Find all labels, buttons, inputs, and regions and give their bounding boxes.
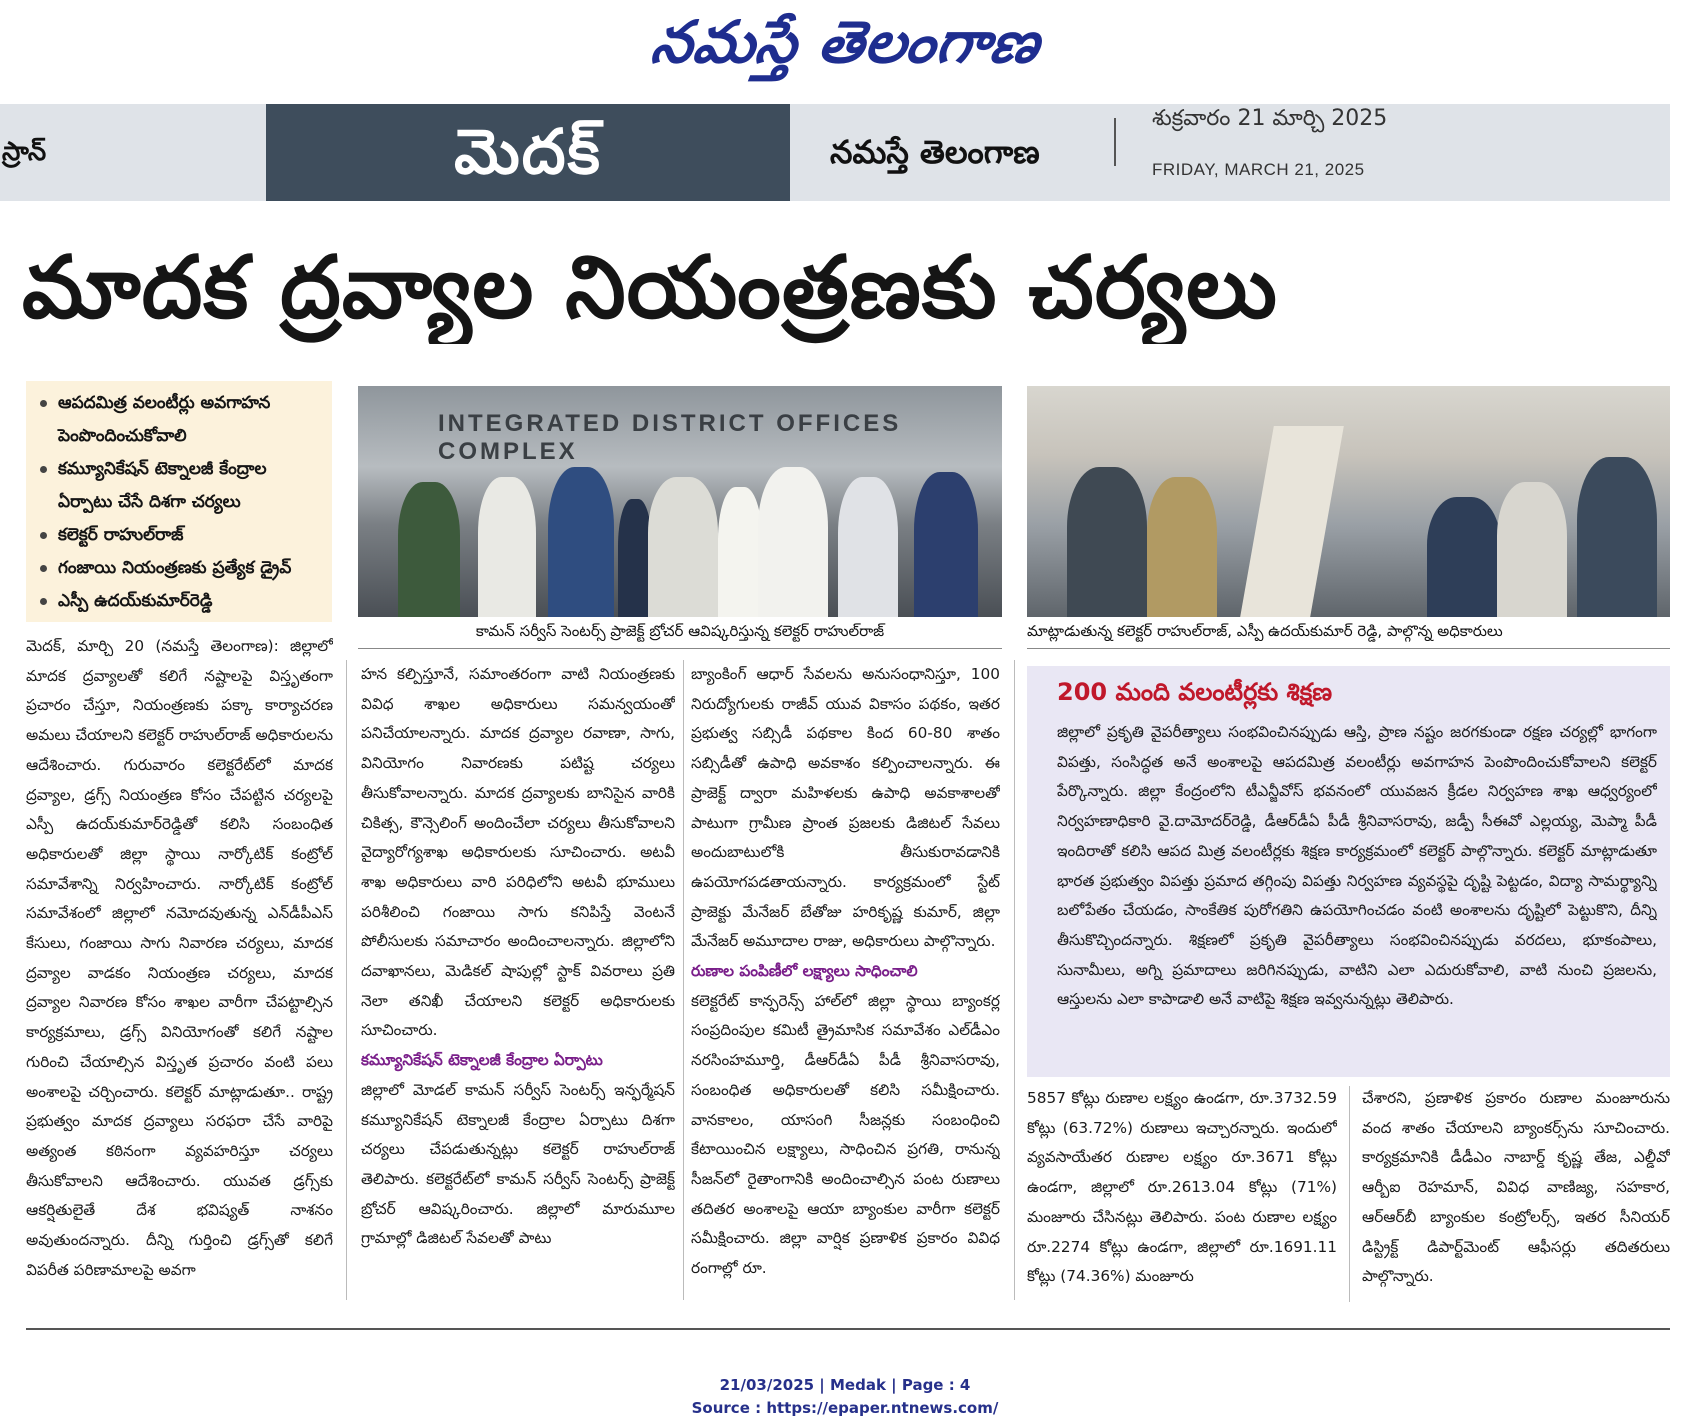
highlight-item: కలెక్టర్ రాహుల్‌రాజ్ bbox=[36, 519, 324, 552]
article-column-5: చేశారని, ప్రణాళిక ప్రకారం రుణాల మంజూరును వంద శాతం చేయాలని బ్యాంకర్స్‌ను సూచించారు. కార్యక్రమానికి డీడీఎం నాబార్డ్ కృష్ణ తేజ, ఎల్డీవో ఆర్బీఐ రెహమాన్, వివిధ వాణిజ్య, సహకార, ఆర్ఆర్‌బీ బ్యాంకుల కంట్రోలర్స్, ఇతర సీనియర్ డిస్ట్రిక్ట్ డిపార్ట్‌మెంట్ ఆఫీసర్లు తదితరులు పాల్గొన్నారు. bbox=[1362, 1089, 1670, 1286]
brochure-launch-photo bbox=[358, 386, 1002, 617]
photo-person bbox=[548, 467, 614, 617]
highlight-item: ఆపదమిత్ర వలంటీర్లు అవగాహన పెంపొందించుకోవాలి bbox=[36, 387, 324, 453]
footer-page-info: 21/03/2025 | Medak | Page : 4 bbox=[719, 1376, 971, 1394]
footer-source: Source : https://epaper.ntnews.com/ bbox=[691, 1399, 999, 1417]
sidebox-body: జిల్లాలో ప్రకృతి వైపరీత్యాలు సంభవించినప్పుడు ఆస్తి, ప్రాణ నష్టం జరగకుండా రక్షణ చర్యల్లో భాగంగా విపత్తు, సంసిద్ధత అనే అంశాలపై ఆపదమిత్ర వలంటీర్లు అవగాహన పెంపొందించుకోవాలని కలెక్టర్ పేర్కొన్నారు. జిల్లా కేంద్రంలోని టీఎన్జీవోస్ భవనంలో యువజన క్రీడల నిర్వహణ శాఖ ఆధ్వర్యంలో నిర్వహణాధికారి వై.దామోదర్‌రెడ్డి, డీఆర్‌డీఏ పీడీ శ్రీనివాసరావు, జడ్పీ సీఈవో ఎల్లయ్య, మెప్మా పీడీ ఇందిరాతో కలిసి ఆపద మిత్ర వలంటీర్లకు శిక్షణ కార్యక్రమంలో కలెక్టర్ పాల్గొన్నారు. కలెక్టర్ మాట్లాడుతూ భారత ప్రభుత్వం విపత్తు ప్రమాద తగ్గింపు విపత్తు నిర్వహణ వ్యవస్థపై దృష్టి పెట్టడం, విద్యా సామర్థ్యాన్ని బలోపేతం చేయడం, సాంకేతిక పురోగతిని ఉపయోగించడం వంటి అంశాలను దృష్టిలో పెట్టుకొని, దీన్ని తీసుకొచ్చిందన్నారు. శిక్షణలో ప్రకృతి వైపరీత్యాలు సంభవించినప్పుడు వరదలు, భూకంపాలు, సునామీలు, అగ్ని ప్రమాదాలు జరిగినప్పుడు, వాటిని ఎలా ఎదురుకోవాలి, వాటి నుంచి ప్రజలను, ఆస్తులను ఎలా కాపాడాలి అనే వాటిపై శిక్షణ ఇవ్వనున్నట్లు తెలిపారు. bbox=[1057, 723, 1657, 1009]
article-paragraph: హన కల్పిస్తూనే, సమాంతరంగా వాటి నియంత్రణకు వివిధ శాఖల అధికారులు సమన్వయంతో పనిచేయాలన్నారు. మాదక ద్రవ్యాల రవాణా, సాగు, వినియోగం నివారణకు పటిష్ట చర్యలు తీసుకోవాలన్నారు. మాదక ద్రవ్యాలకు బానిసైన వారికి చికిత్స, కౌన్సెలింగ్ అందించేలా చర్యలు తీసుకోవాలని వైద్యారోగ్యశాఖ అధికారులకు సూచించారు. అటవీ శాఖ అధికారులు వారి పరిధిలోని అటవీ భూములు పరిశీలించి గంజాయి సాగు కనిపిస్తే వెంటనే పోలీసులకు సమాచారం అందించాలన్నారు. జిల్లాలోని దవాఖానలు, మెడికల్ షాపుల్లో స్టాక్ వివరాలు ప్రతి నెలా తనిఖీ చేయాలని కలెక్టర్ అధికారులకు సూచించారు. bbox=[361, 665, 675, 1040]
photo-person bbox=[1427, 497, 1501, 617]
photo-person bbox=[1577, 457, 1657, 617]
caption-rule bbox=[1027, 648, 1670, 649]
section-name: మెదక్ bbox=[266, 104, 790, 201]
photo-conference-table bbox=[1240, 426, 1344, 617]
article-column-3 bbox=[691, 660, 1000, 1302]
article-paragraph: జిల్లాలో మోడల్ కామన్ సర్వీస్ సెంటర్స్ ఇన్ఫర్మేషన్ కమ్యూనికేషన్ టెక్నాలజీ కేంద్రాల ఏర్పాటు దిశగా చర్యలు చేపడుతున్నట్లు కలెక్టర్ రాహుల్‌రాజ్ తెలిపారు. కలెక్టరేట్‌లో కామన్ సర్వీస్ సెంటర్స్ ప్రాజెక్ట్ బ్రోచర్ ఆవిష్కరించారు. జిల్లాలో మారుమూల గ్రామాల్లో డిజిటల్ సేవలతో పాటు bbox=[361, 1080, 675, 1248]
highlights-box bbox=[26, 381, 332, 622]
date-telugu: శుక్రవారం 21 మార్చి 2025 bbox=[1152, 106, 1388, 131]
column-divider bbox=[1349, 1086, 1350, 1302]
highlight-item: ఎస్పీ ఉదయ్‌కుమార్‌రెడ్డి bbox=[36, 585, 324, 618]
section-divider bbox=[1114, 118, 1116, 166]
highlight-item: కమ్యూనికేషన్ టెక్నాలజీ కేంద్రాల ఏర్పాటు చేసే దిశగా చర్యలు bbox=[36, 453, 324, 519]
section-bar-left-fragment: స్రాన్ bbox=[2, 137, 47, 167]
photo-person bbox=[618, 499, 652, 617]
date-english: FRIDAY, MARCH 21, 2025 bbox=[1152, 160, 1365, 179]
photo-person bbox=[1497, 482, 1567, 617]
article-subheading: కమ్యూనికేషన్ టెక్నాలజీ కేంద్రాల ఏర్పాటు bbox=[361, 1051, 603, 1070]
column-divider bbox=[683, 660, 684, 1300]
page-headline: మాదక ద్రవ్యాల నియంత్రణకు చర్యలు bbox=[22, 238, 1278, 338]
paper-name: నమస్తే తెలంగాణ bbox=[830, 133, 1040, 171]
photo-person bbox=[758, 467, 828, 617]
article-column-2 bbox=[361, 660, 675, 1302]
column-divider bbox=[1014, 660, 1015, 1300]
column-divider bbox=[346, 660, 347, 1300]
photo2-caption: మాట్లాడుతున్న కలెక్టర్ రాహుల్‌రాజ్, ఎస్పీ ఉదయ్‌కుమార్ రెడ్డి, పాల్గొన్న అధికారులు bbox=[1027, 622, 1503, 640]
article-paragraph: బ్యాంకింగ్ ఆధార్ సేవలను అనుసంధానిస్తూ, 100 నిరుద్యోగులకు రాజీవ్ యువ వికాసం పథకం, ఇతర ప్రభుత్వ సబ్సిడీ పథకాల కింద 60-80 శాతం సబ్సిడీతో ఉపాధి అవకాశం కల్పించాలన్నారు. ఈ ప్రాజెక్ట్ ద్వారా మహిళలకు ఉపాధి అవకాశాలతో పాటుగా గ్రామీణ ప్రాంత ప్రజలకు డిజిటల్ సేవలు అందుబాటులోకి తీసుకురావడానికి ఉపయోగపడతాయన్నారు. కార్యక్రమంలో స్టేట్ ప్రాజెక్టు మేనేజర్ బేతోజు హరికృష్ణ కుమార్, జిల్లా మేనేజర్ అమూదాల రాజు, అధికారులు పాల్గొన్నారు. bbox=[691, 665, 1000, 951]
photo-person bbox=[718, 487, 762, 617]
article-subheading: రుణాల పంపిణీలో లక్ష్యాలు సాధించాలి bbox=[691, 962, 918, 981]
photo-person bbox=[398, 482, 460, 617]
sidebox-title: 200 మంది వలంటీర్లకు శిక్షణ bbox=[1057, 678, 1333, 706]
caption-rule bbox=[358, 648, 1002, 649]
review-meeting-photo bbox=[1027, 386, 1670, 617]
article-column-4: 5857 కోట్లు రుణాల లక్ష్యం ఉండగా, రూ.3732.59 కోట్లు (63.72%) రుణాలు ఇచ్చారన్నారు. ఇందులో వ్యవసాయేతర రుణాల లక్ష్యం రూ.3671 కోట్లు ఉండగా, జిల్లాలో రూ.2613.04 కోట్లు (71%) మంజూరు చేసినట్లు తెలిపారు. పంట రుణాల లక్ష్యం రూ.2274 కోట్లు ఉండగా, జిల్లాలో రూ.1691.11 కోట్లు (74.36%) మంజూరు bbox=[1027, 1089, 1337, 1286]
article-column-1: మెదక్, మార్చి 20 (నమస్తే తెలంగాణ): జిల్లాలో మాదక ద్రవ్యాలతో కలిగే నష్టాలపై విస్తృతంగా ప్రచారం చేస్తూ, నియంత్రణకు పక్కా కార్యాచరణ అమలు చేయాలని కలెక్టర్ రాహుల్‌రాజ్ అధికారులను ఆదేశించారు. గురువారం కలెక్టరేట్‌లో మాదక ద్రవ్యాల, డ్రగ్స్ నియంత్రణ కోసం చేపట్టిన చర్యలపై ఎస్పీ ఉదయ్‌కుమార్‌రెడ్డితో కలిసి సంబంధిత అధికారులతో జిల్లా స్థాయి నార్కోటిక్ కంట్రోల్ సమావేశాన్ని నిర్వహించారు. నార్కోటిక్ కంట్రోల్ సమావేశంలో జిల్లాలో నమోదవుతున్న ఎన్‌డీపీఎస్ కేసులు, గంజాయి సాగు నివారణ చర్యలు, మాదక ద్రవ్యాల వాడకం నియంత్రణ చర్యలు, మాదక ద్రవ్యాల నివారణ కోసం శాఖల వారీగా చేపట్టాల్సిన కార్యక్రమాలు, డ్రగ్స్ వినియోగంతో కలిగే నష్టాల గురించి చేయాల్సిన విస్తృత ప్రచారం వంటి పలు అంశాలపై చర్చించారు. కలెక్టర్ మాట్లాడుతూ.. రాష్ట్ర ప్రభుత్వం మాదక ద్రవ్యాలు సరఫరా చేసే వారిపై అత్యంత కఠినంగా వ్యవహరిస్తూ చర్యలు తీసుకోవాలని ఆదేశించారు. యువత డ్రగ్స్‌కు ఆకర్షితులైతే దేశ భవిష్యత్ నాశనం అవుతుందన్నారు. దీన్ని గుర్తించి డ్రగ్స్‌తో కలిగే విపరీత పరిణామాలపై అవగా bbox=[26, 637, 333, 1279]
photo-building-signage: INTEGRATED DISTRICT OFFICES COMPLEX bbox=[438, 410, 902, 465]
photo-person bbox=[1067, 467, 1147, 617]
masthead bbox=[0, 0, 1690, 92]
photo-person bbox=[648, 477, 718, 617]
photo-person bbox=[914, 472, 978, 617]
page-bottom-rule bbox=[26, 1328, 1670, 1330]
photo-person bbox=[838, 477, 898, 617]
article-paragraph: కలెక్టరేట్ కాన్ఫరెన్స్ హాల్‌లో జిల్లా స్థాయి బ్యాంకర్ల సంప్రదింపుల కమిటీ త్రైమాసిక సమావేశం ఎల్‌డీఎం నరసింహమూర్తి, డీఆర్‌డీఏ పీడీ శ్రీనివాసరావు, సంబంధిత అధికారులతో కలిసి సమీక్షించారు. వానకాలం, యాసంగి సీజన్లకు సంబంధించి కేటాయించిన లక్ష్యాలు, సాధించిన ప్రగతి, రానున్న సీజన్‌లో రైతాంగానికి అందించాల్సిన పంట రుణాలు తదితర అంశాలపై ఆయా బ్యాంకుల వారీగా కలెక్టర్ సమీక్షించారు. జిల్లా వార్షిక ప్రణాళిక ప్రకారం వివిధ రంగాల్లో రూ. bbox=[691, 991, 1000, 1278]
photo-person bbox=[1147, 477, 1217, 617]
photo1-caption: కామన్ సర్వీస్ సెంటర్స్ ప్రాజెక్ట్ బ్రోచర్ ఆవిష్కరిస్తున్న కలెక్టర్ రాహుల్‌రాజ్ bbox=[475, 622, 885, 640]
photo-person bbox=[478, 477, 536, 617]
highlight-item: గంజాయి నియంత్రణకు ప్రత్యేక డ్రైవ్ bbox=[36, 552, 324, 585]
newspaper-logo: నమస్తే తెలంగాణ bbox=[647, 8, 1045, 76]
